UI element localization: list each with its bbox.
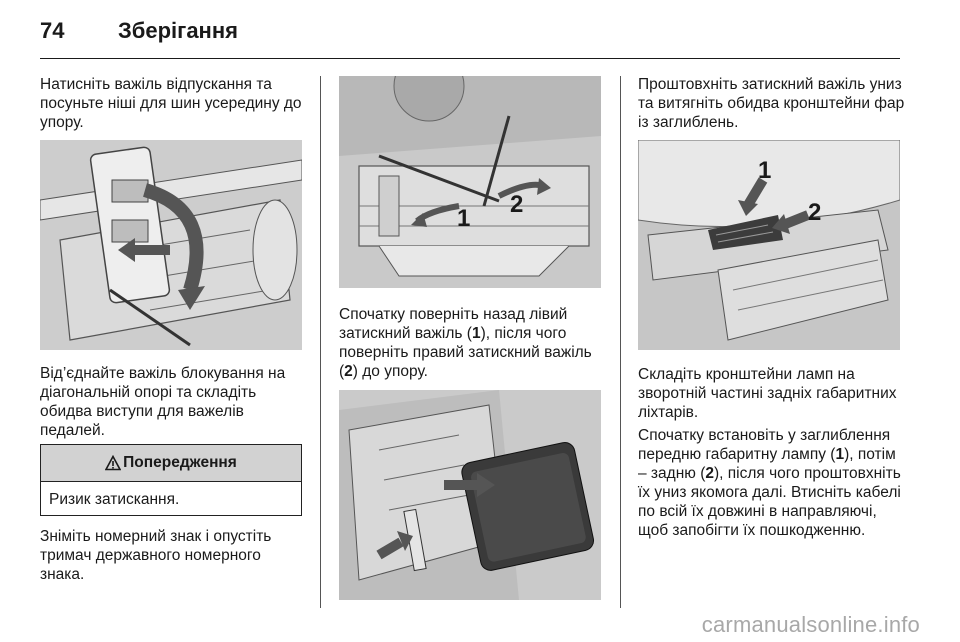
warning-box (40, 444, 302, 516)
page-header (40, 14, 900, 60)
warning-text: Ризик затискання. (49, 491, 180, 508)
warning-title: Попередження (123, 454, 237, 471)
col2-figure-clamp-levers (339, 76, 601, 288)
col2-paragraph-1: Спочатку поверніть назад лівий затискний важіль (1), після чого поверніть правий затискний важіль (2) до упору. (339, 306, 592, 380)
column-divider-2 (620, 76, 621, 608)
col2-figure-plate-holder (339, 390, 601, 600)
col3-callout-1: 1 (758, 157, 772, 184)
page-title: Зберігання (118, 18, 238, 43)
col2-callout-1: 1 (457, 205, 471, 232)
warning-triangle-icon (105, 455, 121, 471)
col1-paragraph-3: Зніміть номерний знак і опустіть тримач державного номерного знака. (40, 528, 272, 583)
col3-callout-2: 2 (808, 199, 822, 226)
page-number: 74 (40, 18, 65, 43)
col1-paragraph-1: Натисніть важіль відпускання та посуньте ніші для шин усередину до упору. (40, 76, 302, 131)
col3-paragraph-3: Спочатку встановіть у заглиблення передню габаритну лампу (1), потім – задню (2), після чого проштовхніть їх униз якомога далі. Втисніть кабелі по всій їх довжині в направляючі, щоб запобігти їх пошкодженню. (638, 427, 901, 539)
warning-header (41, 445, 301, 482)
col2-callout-2: 2 (510, 191, 524, 218)
column-divider-1 (320, 76, 321, 608)
col3-paragraph-1: Проштовхніть затискний важіль униз та витягніть обидва кронштейни фар із заглиблень. (638, 76, 905, 131)
watermark: carmanualsonline.info (701, 612, 920, 637)
col3-paragraph-2: Складіть кронштейни ламп на зворотній частині задніх габаритних ліхтарів. (638, 366, 897, 421)
col1-paragraph-2: Від’єднайте важіль блокування на діагональній опорі та складіть обидва виступи для важелів педалей. (40, 365, 286, 439)
header-divider (40, 58, 900, 59)
col3-figure-lamp-brackets (638, 140, 900, 350)
col1-figure-tire-well (40, 140, 302, 350)
